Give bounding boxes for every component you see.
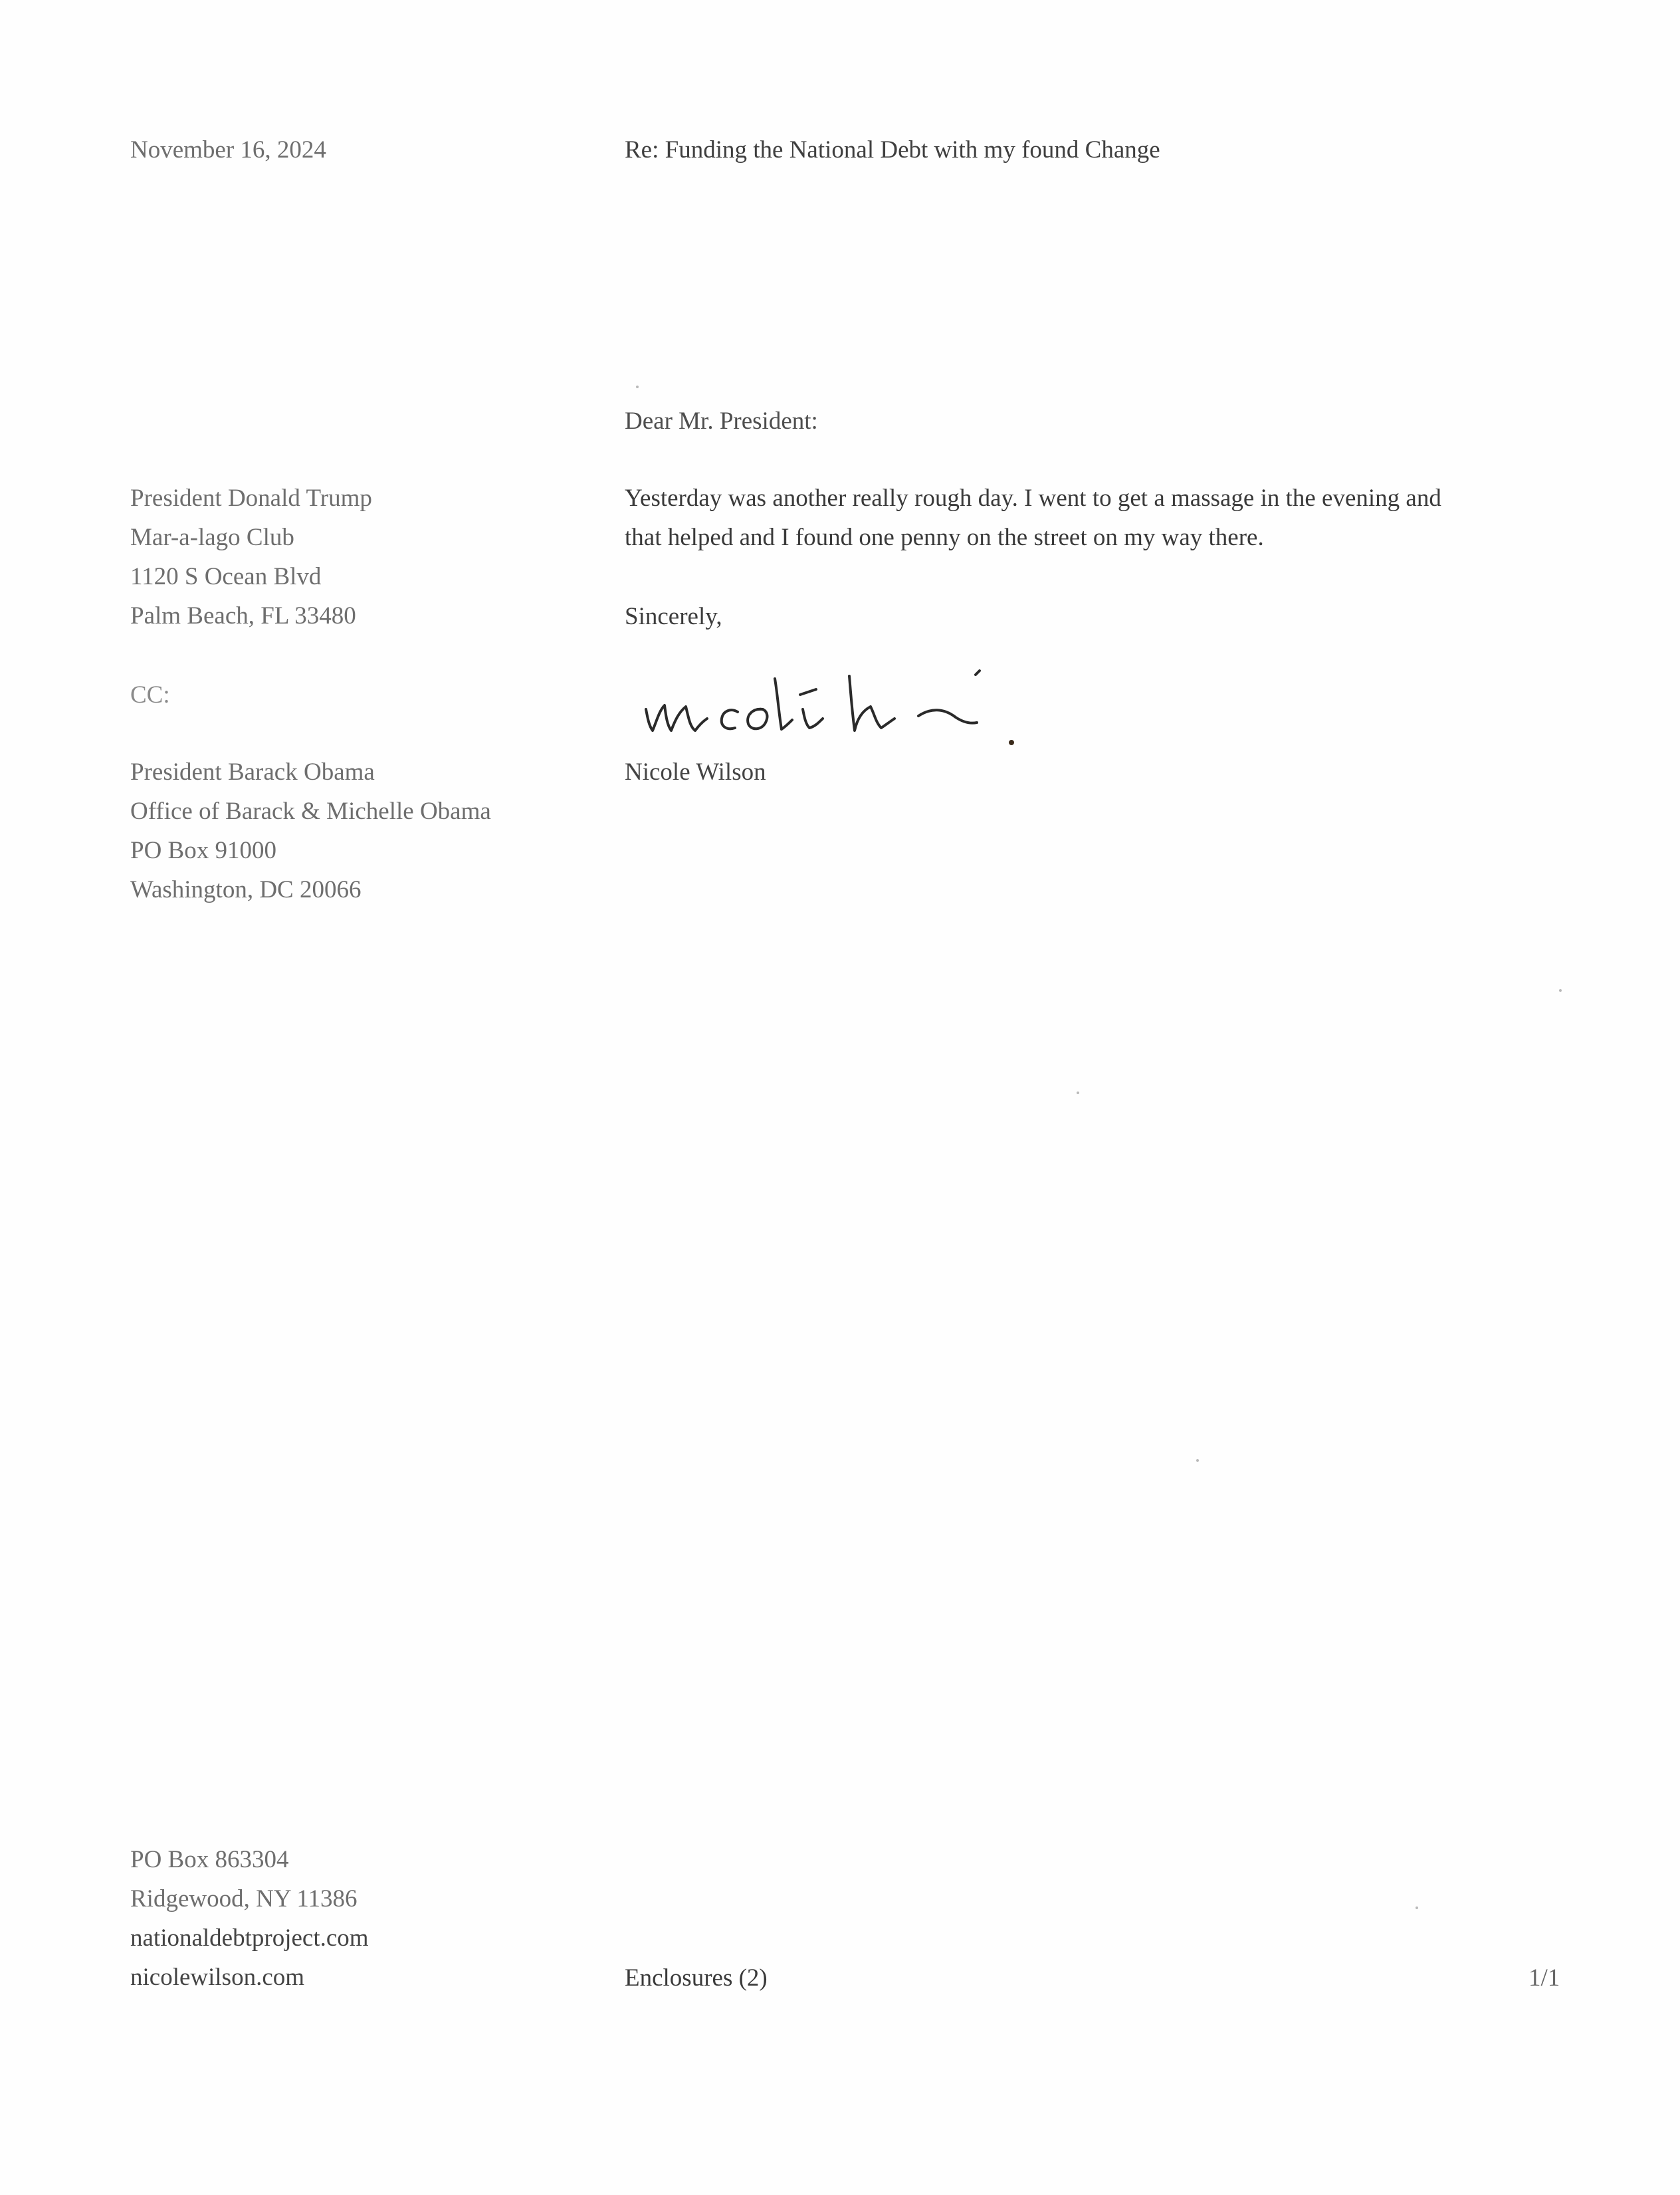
- page-number: 1/1: [1528, 1964, 1560, 1992]
- letter-body: [625, 479, 1555, 557]
- sender-address: [130, 1840, 369, 1997]
- recipient-line: Palm Beach, FL 33480: [130, 602, 356, 630]
- scan-speck: [636, 386, 639, 388]
- letter-subject: Re: Funding the National Debt with my found Change: [625, 136, 1160, 164]
- scan-speck: [1559, 989, 1562, 992]
- sender-line: PO Box 863304: [130, 1846, 289, 1873]
- cc-recipient-address: [130, 752, 491, 909]
- sender-website-link: nationaldebtproject.com: [130, 1924, 369, 1952]
- sender-line: Ridgewood, NY 11386: [130, 1885, 358, 1912]
- cc-recipient-line: PO Box 91000: [130, 837, 276, 864]
- enclosures-note: Enclosures (2): [625, 1964, 768, 1992]
- recipient-line: Mar-a-lago Club: [130, 524, 294, 551]
- handwritten-signature: [638, 661, 1023, 748]
- letter-date: November 16, 2024: [130, 136, 326, 164]
- sender-website-link: nicolewilson.com: [130, 1964, 305, 1991]
- salutation: Dear Mr. President:: [625, 407, 818, 435]
- cc-recipient-line: Office of Barack & Michelle Obama: [130, 798, 491, 825]
- scan-speck: [1416, 1906, 1418, 1909]
- recipient-line: 1120 S Ocean Blvd: [130, 563, 322, 590]
- body-line: Yesterday was another really rough day. I went to get a massage in the evening and: [625, 485, 1441, 512]
- recipient-address: [130, 479, 372, 635]
- closing: Sincerely,: [625, 603, 722, 630]
- recipient-name: President Donald Trump: [130, 485, 372, 512]
- body-line: that helped and I found one penny on the street on my way there.: [625, 524, 1264, 551]
- scan-speck: [1196, 1459, 1199, 1462]
- cc-recipient-name: President Barack Obama: [130, 758, 375, 786]
- cc-recipient-line: Washington, DC 20066: [130, 876, 362, 903]
- signer-name: Nicole Wilson: [625, 758, 766, 786]
- cc-label: CC:: [130, 681, 170, 709]
- scan-speck: [1077, 1092, 1079, 1094]
